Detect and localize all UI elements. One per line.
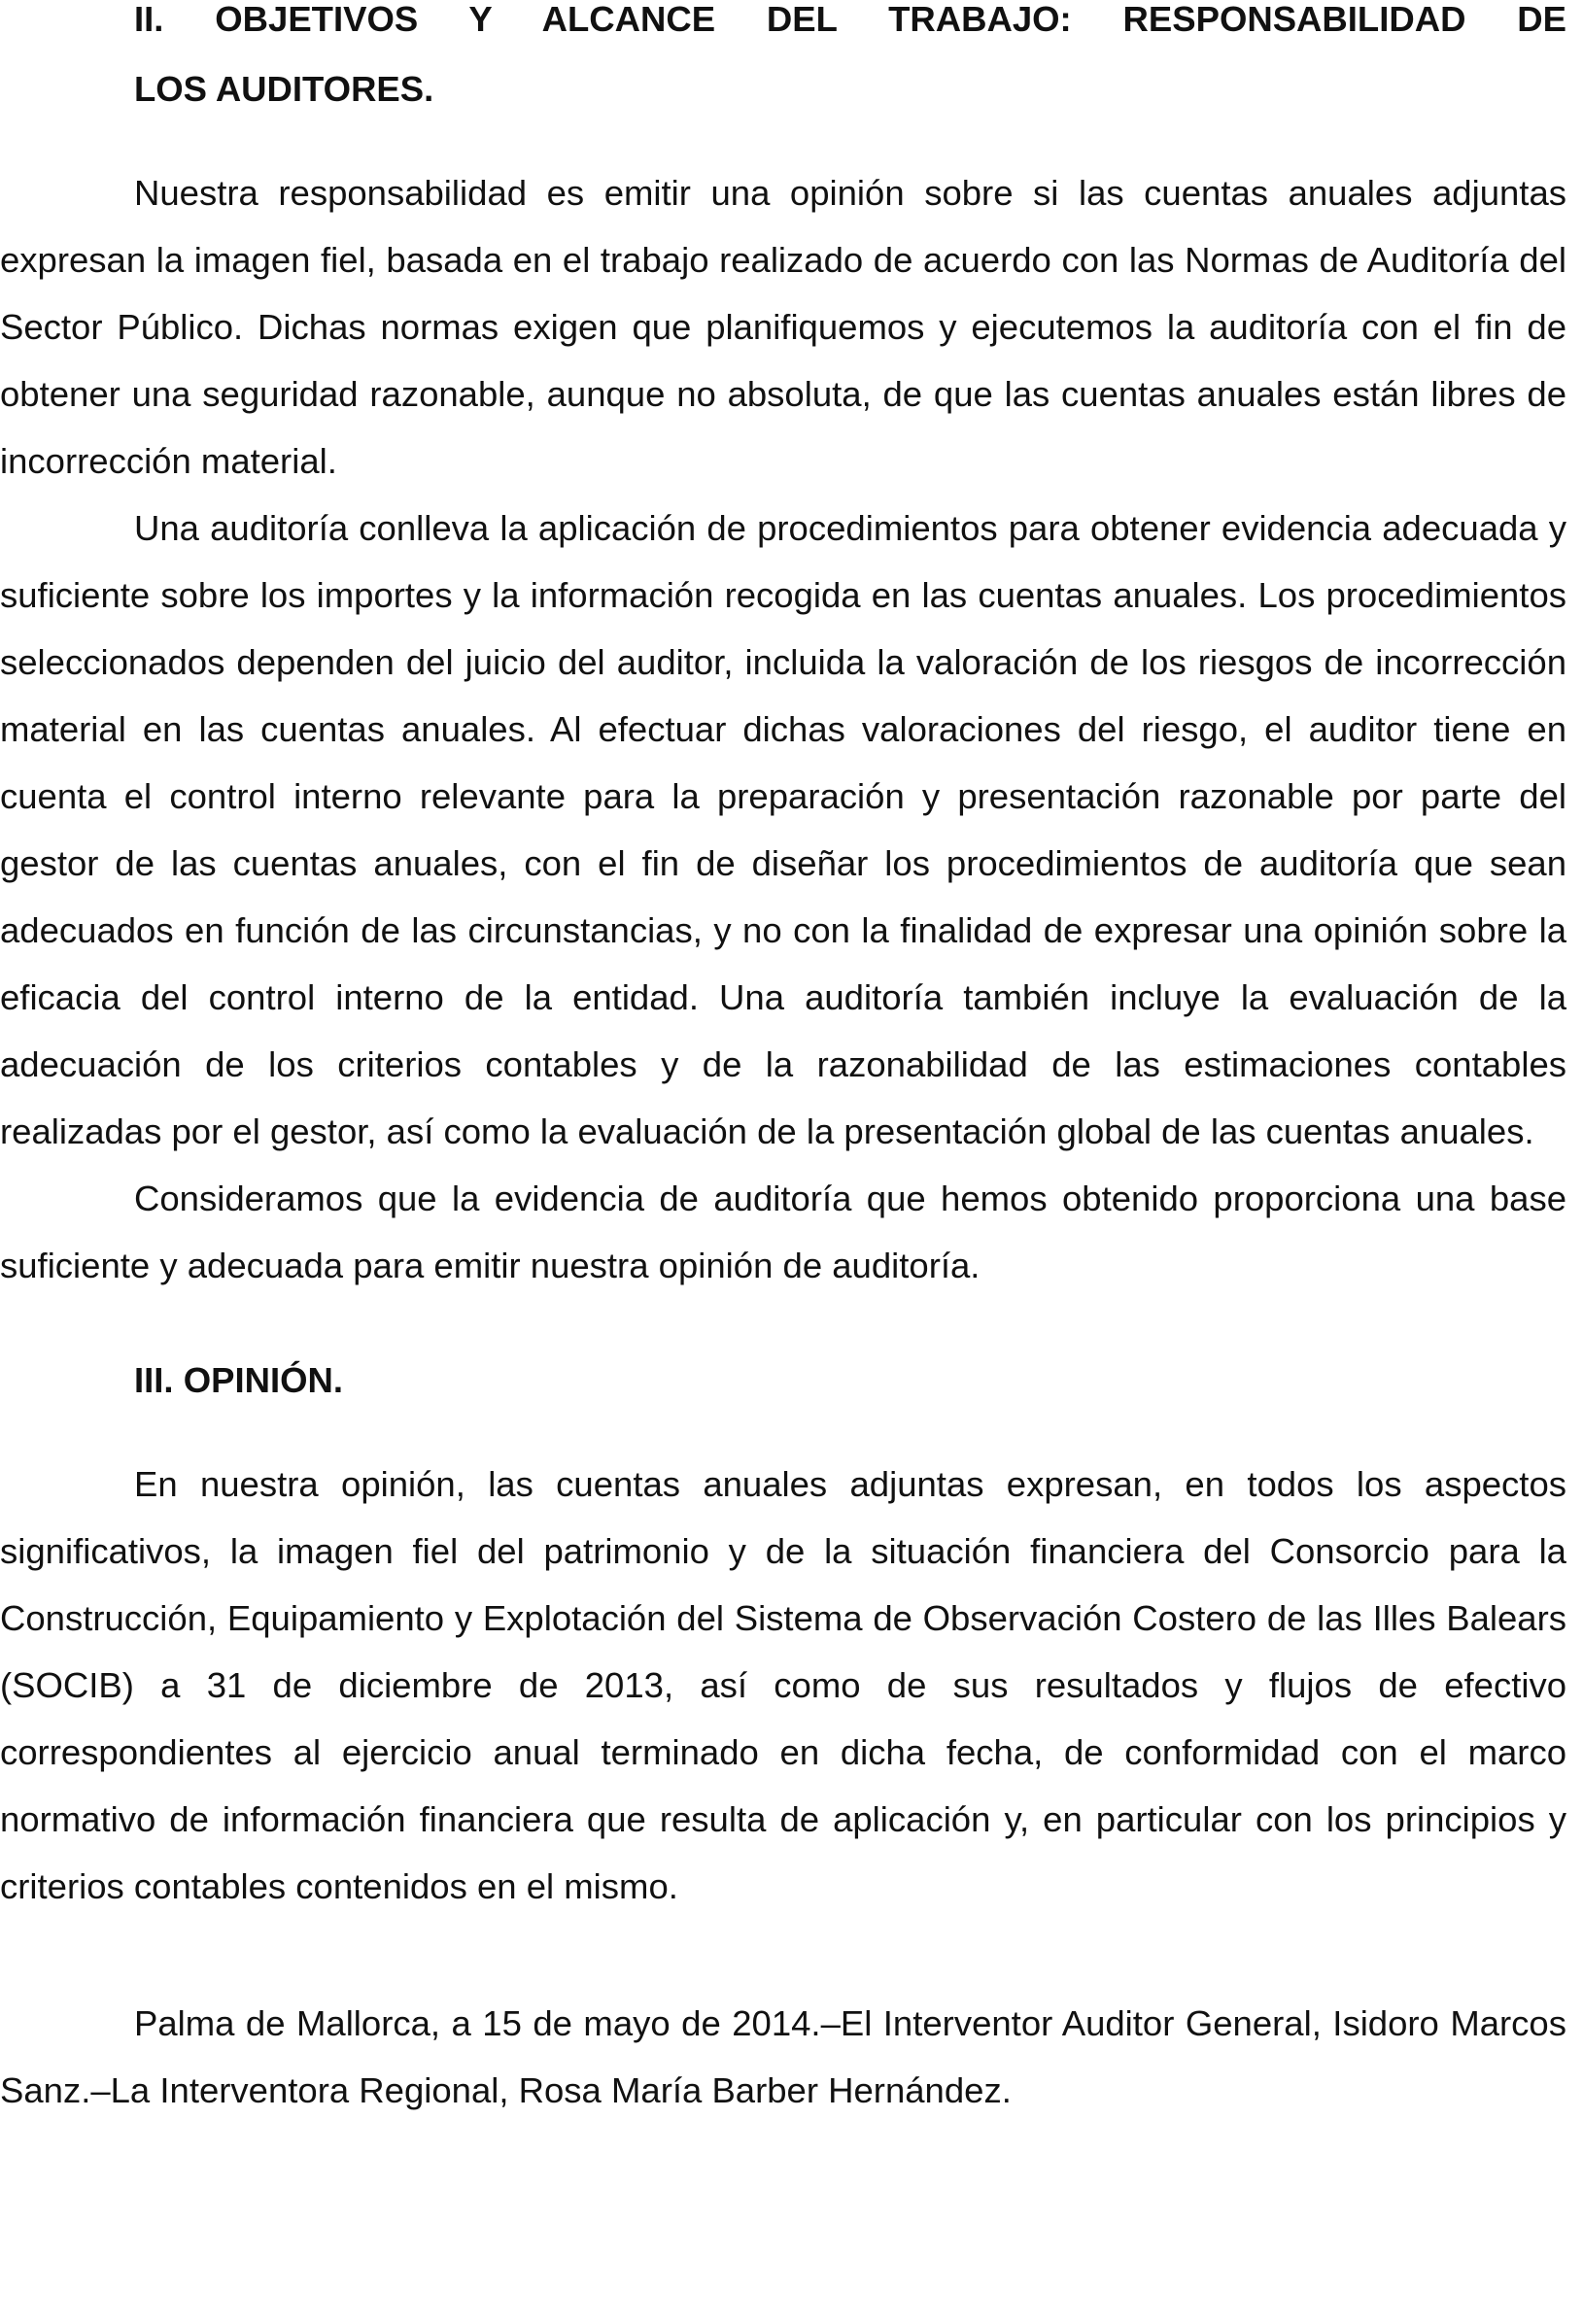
section-heading-opinion: III. OPINIÓN.	[134, 1360, 343, 1400]
paragraph-responsabilidad: Nuestra responsabilidad es emitir una opinión sobre si las cuentas anuales adjuntas expresan la imagen fiel, basada en el trabajo realizado de acuerdo con las Normas de Auditoría del Sector Público. Dichas normas exigen que planifiquemos y ejecutemos la auditoría con el fin de obtener una seguridad razonable, aunque no absoluta, de que las cuentas anuales están libres de incorrección material.	[0, 173, 1566, 481]
section-heading-line-2: LOS AUDITORES.	[134, 69, 434, 109]
closing-signature: Palma de Mallorca, a 15 de mayo de 2014.–El Interventor Auditor General, Isidoro Marcos Sanz.–La Interventora Regional, Rosa María Barber Hernández.	[0, 2003, 1566, 2110]
section-heading-objetivos	[134, 0, 1566, 124]
paragraph-evidencia: Consideramos que la evidencia de auditoría que hemos obtenido proporciona una base suficiente y adecuada para emitir nuestra opinión de auditoría.	[0, 1179, 1566, 1285]
paragraph-procedimientos: Una auditoría conlleva la aplicación de procedimientos para obtener evidencia adecuada y suficiente sobre los importes y la información recogida en las cuentas anuales. Los procedimientos seleccionados dependen del juicio del auditor, incluida la valoración de los riesgos de incorrección material en las cuentas anuales. Al efectuar dichas valoraciones del riesgo, el auditor tiene en cuenta el control interno relevante para la preparación y presentación razonable por parte del gestor de las cuentas anuales, con el fin de diseñar los procedimientos de auditoría que sean adecuados en función de las circunstancias, y no con la finalidad de expresar una opinión sobre la eficacia del control interno de la entidad. Una auditoría también incluye la evaluación de la adecuación de los criterios contables y de la razonabilidad de las estimaciones contables realizadas por el gestor, así como la evaluación de la presentación global de las cuentas anuales.	[0, 508, 1566, 1151]
section-heading-line-1: II. OBJETIVOS Y ALCANCE DEL TRABAJO: RESPONSABILIDAD DE	[134, 0, 1566, 39]
paragraph-opinion: En nuestra opinión, las cuentas anuales adjuntas expresan, en todos los aspectos significativos, la imagen fiel del patrimonio y de la situación financiera del Consorcio para la Construcción, Equipamiento y Explotación del Sistema de Observación Costero de las Illes Balears (SOCIB) a 31 de diciembre de 2013, así como de sus resultados y flujos de efectivo correspondientes al ejercicio anual terminado en dicha fecha, de conformidad con el marco normativo de información financiera que resulta de aplicación y, en particular con los principios y criterios contables contenidos en el mismo.	[0, 1464, 1566, 1906]
